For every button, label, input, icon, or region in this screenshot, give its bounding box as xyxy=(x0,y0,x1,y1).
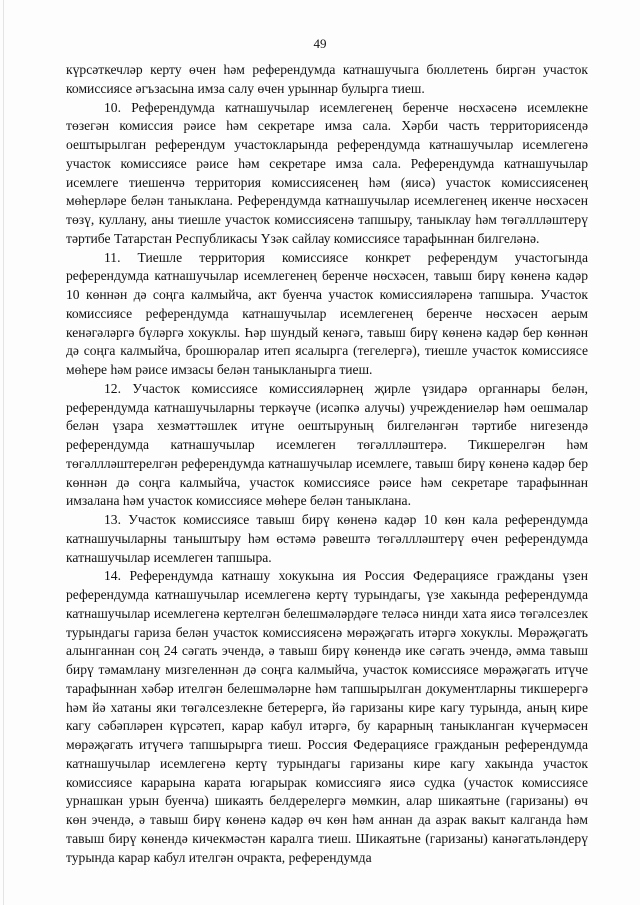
paragraph-continued: күрсәткечләр керту өчен һәм референдумда катнашучыга бюллетень биргән участок комиссиясе әгъзасына имза салу өчен урыннар булырга тиеш. xyxy=(66,62,588,96)
paragraph-12: 12. Участок комиссиясе комиссияләрнең җирле үзидарә органнары белән, референдумда катнашучыларны теркәүче (исәпкә алучы) учреждениеләр һәм оешмалар белән үзара хезмәттәшлек итүне оештыруның билгеләнгән тәртибе нигезендә референдумда катнашучылар исемлеген төгәллләштерә. Тикшерелгән һәм төгәллләштерелгән референдумда катнашучылар исемлеге, тавыш бирү көненә кадәр бер көннән дә соңга калмыйча, участок комиссиясе рәисе һәм секретаре тарафыннан имзалана һәм участок комиссиясе мөһере белән таныклана. xyxy=(66,380,588,509)
paragraph-10: 10. Референдумда катнашучылар исемлегенең беренче нөсхәсенә исемлекне төзегән комиссия рәисе һәм секретаре имза сала. Хәрби часть территориясендә оештырылган референдум участокларында референдумда катнашучылар исемлегенә участок комиссиясе рәисе һәм секретаре имза сала. Референдумда катнашучылар исемлеге тиешенчә территория комиссиясенең һәм (яисә) участок комиссиясенең мөһерләре белән таныклана. Референдумда катнашучылар исемлегенең икенче нөсхәсен төзү, куллану, аны тиешле участок комиссиясенә тапшыру, таныклау һәм төгәллләштерү тәртибе Татарстан Республикасы Үзәк сайлау комиссиясе тарафыннан билгеләнә. xyxy=(66,99,588,246)
page-number: 49 xyxy=(313,36,327,51)
paragraph-14: 14. Референдумда катнашу хокукына ия Россия Федерациясе гражданы үзен референдумда катнашучылар исемлегенә кертү турындагы, үзе хакында референдумда катнашучылар исемлегенә кертелгән белешмәләрдәге теләсә нинди хата яисә төгәлсезлек турындагы гариза белән участок комиссиясенә мөрәҗәгать итәргә хокуклы. Мөрәҗәгать алынганнан соң 24 сәгать эчендә, ә тавыш бирү көнендә ике сәгать эчендә, әмма тавыш бирү тәмамлану мизгеленнән дә соңга калмыйча, участок комиссиясе мөрәҗәгать итүче тарафыннан хәбәр ителгән белешмәләрне һәм тапшырылган документларны тикшерергә һәм йә хатаны яки төгәлсезлекне бетерергә, йә гаризаны кире кагу турында, аның кире кагу сәбәпләрен күрсәтеп, карар кабул итәргә, бу карарның таныкланган күчермәсен мөрәҗәгать итүчегә тапшырырга тиеш. Россия Федерациясе гражданын референдумда катнашучылар исемлегенә кертү турындагы гаризаны кире кагу хакында участок комиссиясе карарына карата югарырак комиссиягә яисә судка (участок комиссиясе урнашкан урын буенча) шикаять белдерелергә мөмкин, алар шикаятьне (гаризаны) өч көн эчендә, ә тавыш бирү көненә кадәр өч көн һәм аннан да азрак вакыт калганда һәм тавыш бирү көнендә кичекмәстән каралга тиеш. Шикаятьне (гаризаны) канәгатьләндерү турында карар кабул ителгән очракта, референдумда xyxy=(66,568,588,865)
paragraph-11: 11. Тиешле территория комиссиясе конкрет референдум участогында референдумда катнашучылар исемлегенең беренче нөсхәсен, тавыш бирү көненә кадәр 10 көннән дә соңга калмыйча, акт буенча участок комиссияләренә тапшыра. Участок комиссиясе референдумда катнашучылар исемлегенең беренче нөсхәсен аерым кенәгәләргә бүләргә хокуклы. Һәр шундый кенәгә, тавыш бирү көненә кадәр бер көннән дә соңга калмыйча, брошюралар итеп ясалырга (тегелергә), тиешле участок комиссиясе мөһере һәм рәисе имзасы белән таныкланырга тиеш. xyxy=(66,249,588,377)
paragraph-13: 13. Участок комиссиясе тавыш бирү көненә кадәр 10 көн кала референдумда катнашучыларны таныштыру һәм өстәмә рәвештә төгәллләштерү өчен референдумда катнашучылар исемлеген тапшыра. xyxy=(66,512,588,565)
scan-edge-line xyxy=(3,0,4,905)
document-body xyxy=(66,61,588,867)
